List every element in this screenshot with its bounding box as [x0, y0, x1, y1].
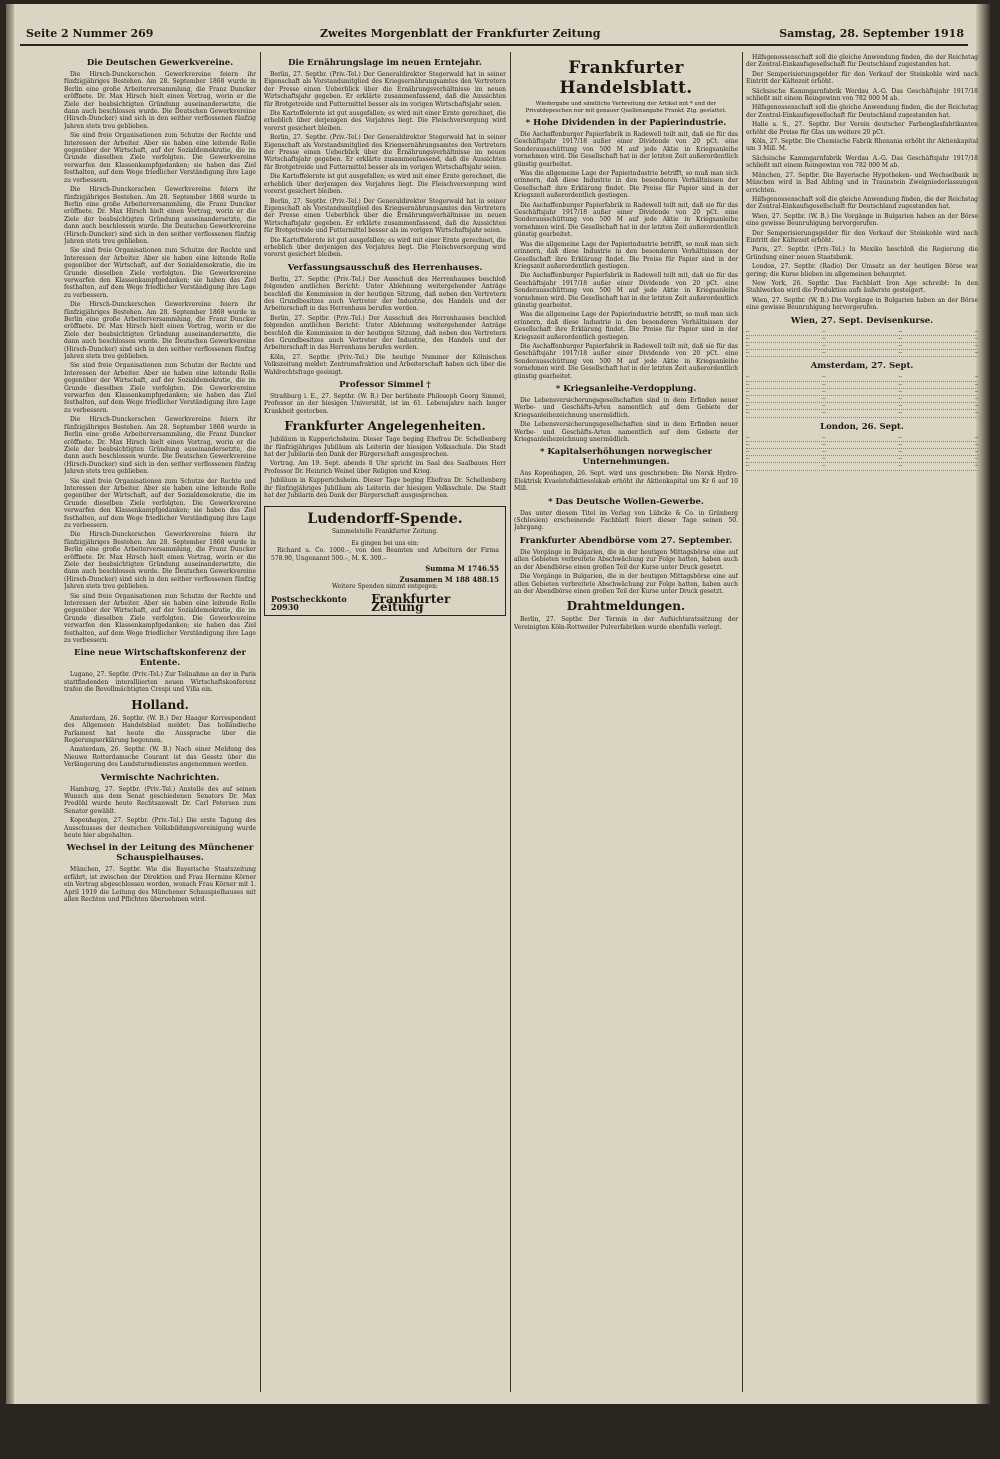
headline: Vermischte Nachrichten. — [100, 772, 220, 783]
paragraph: Was die allgemeine Lage der Papierindustrie betrifft, so muß man sich erinnern, daß diese Industrie in den besonderen Verhältnissen der Gesellschaft ihre Erklärung findet. Die Preise für Papier sind in der Kriegszeit außerordentlich gestiegen. — [514, 240, 738, 270]
paragraph: Was die allgemeine Lage der Papierindustrie betrifft, so muß man sich erinnern, daß diese Industrie in den besonderen Verhältnissen der Gesellschaft ihre Erklärung findet. Die Preise für Papier sind in der Kriegszeit außerordentlich gestiegen. — [514, 311, 738, 341]
paragraph: Sächsische Kammgarnfabrik Werdau A.-G. Das Geschäftsjahr 1917/18 schließt mit einem Reingewinn von 782 000 M ab. — [746, 87, 978, 103]
table-heading: Wien, 27. Sept. Devisenkurse. — [790, 315, 934, 326]
section-note: Wiedergabe und sämtliche Verbreitung der Artikel mit * und der Privatdepeschen nur mit genauer Quellenangabe Frankf. Ztg. gestattet. — [525, 101, 727, 114]
paragraph: Köln, 27. Septbr. Die Chemische Fabrik Rhenania erhöht ihr Aktienkapital um 3 Mill. M. — [746, 138, 978, 153]
paragraph: Die Lebensversicherungsgesellschaften sind in dem Erfinden neuer Werbe- und Geschäfts-Arten namentlich auf dem Gebiete der Kriegsanleihezeichnung unermüdlich. — [514, 397, 738, 419]
paragraph: Sie sind freie Organisationen zum Schutze der Rechte und Interessen der Arbeiter. Aber sie haben eine leitende Rolle gegenüber der Wirtschaft, auf der Sozialdemokratie, die im Grunde dieselben Ziele verfolgten. Die Gewerkvereine verwarfen den Klassenkampfgedanken; sie haben das Ziel festhalten, auf dem Wege friedlicher Verständigung ihre Lage zu verbessern. — [64, 247, 256, 299]
headline: Frankfurter Angelegenheiten. — [284, 419, 486, 434]
paragraph: Hilfsgenossenschaft soll die gleiche Anwendung finden, die der Reichstag der Zentral-Einkaufsgesellschaft für Deutschland zugestanden hat. — [746, 195, 978, 211]
paragraph: Berlin, 27. Septbr. Der Termin in der Aufsichtsratssitzung der Vereinigten Köln-Rottweiler Pulverfabriken wurde ebenfalls verlegt. — [514, 616, 738, 631]
paragraph: Berlin, 27. Septbr. (Priv.-Tel.) Der Ausschuß des Herrenhauses beschloß folgenden amtlichen Bericht: Unter Ablehnung weitergehender Anträge beschloß die Kommission in der heutigen Sitzung, daß neben den Vertretern des Grundbesitzes auch Vertreter der Industrie, des Handels und der Arbeiterschaft in das Herrenhaus berufen werden. — [264, 275, 506, 313]
scan-bottom-margin — [6, 1404, 990, 1452]
column-rule — [260, 52, 261, 1392]
column-4 — [746, 54, 978, 1392]
paragraph: Die Hirsch-Dunckerschen Gewerkvereine feiern ihr fünfzigjähriges Bestehen. Am 28. September 1868 wurde in Berlin eine große Arbeiterversammlung, die Franz Duncker eröffnete. Dr. Max Hirsch hielt einen Vortrag, worin er die Ziele der beabsichtigten Gründung auseinandersetzte, die dann auch beschlossen wurde. Die Deutschen Gewerkvereine (Hirsch-Duncker) sind sich in den seither verflossenen fünfzig Jahren stets treu geblieben. — [64, 531, 256, 591]
paragraph: Jubiläum in Kupperichsheim. Dieser Tage beging Ehefrau Dr. Schellenberg ihr fünfzigjähriges Jubiläum als Leiterin der hiesigen Volksschule. Die Stadt hat der Jubilarin den Dank der Bürgerschaft ausgesprochen. — [264, 477, 506, 500]
paragraph: Sie sind freie Organisationen zum Schutze der Rechte und Interessen der Arbeiter. Aber sie haben eine leitende Rolle gegenüber der Wirtschaft, auf der Sozialdemokratie, die im Grunde dieselben Ziele verfolgten. Die Gewerkvereine verwarfen den Klassenkampfgedanken; sie haben das Ziel festhalten, auf dem Wege friedlicher Verständigung ihre Lage zu verbessern. — [64, 477, 256, 529]
paragraph: Sächsische Kammgarnfabrik Werdau A.-G. Das Geschäftsjahr 1917/18 schließt mit einem Reingewinn von 782 000 M ab. — [746, 154, 978, 170]
paragraph: London, 27. Septbr. (Radio) Der Umsatz an der heutigen Börse war gering; die Kurse blieben im allgemeinen behauptet. — [746, 263, 978, 278]
column-3 — [514, 54, 738, 1392]
paragraph: Berlin, 27. Septbr. (Priv.-Tel.) Der Generaldirektor Stegerwald hat in seiner Eigenschaft als Vorstandsmitglied des Kriegsernährungsamtes den Vertretern der Presse einen Ueberblick über die Ernährungsverhältnisse im neuen Wirtschaftsjahr gegeben. Er erklärte zusammenfassend, daß die Aussichten für Brotgetreide und Futtermittel besser als im vorigen Wirtschaftsjahr seien. — [264, 197, 506, 235]
headline: * Hohe Dividenden in der Papierindustrie. — [525, 118, 727, 128]
paragraph: Die Hirsch-Dunckerschen Gewerkvereine feiern ihr fünfzigjähriges Bestehen. Am 28. September 1868 wurde in Berlin eine große Arbeiterversammlung, die Franz Duncker eröffnete. Dr. Max Hirsch hielt einen Vortrag, worin er die Ziele der beabsichtigten Gründung auseinandersetzte, die dann auch beschlossen wurde. Die Deutschen Gewerkvereine (Hirsch-Duncker) sind sich in den seither verflossenen fünfzig Jahren stets treu geblieben. — [64, 301, 256, 361]
paragraph: Die Hirsch-Dunckerschen Gewerkvereine feiern ihr fünfzigjähriges Bestehen. Am 28. September 1868 wurde in Berlin eine große Arbeiterversammlung, die Franz Duncker eröffnete. Dr. Max Hirsch hielt einen Vortrag, worin er die Ziele der beabsichtigten Gründung auseinandersetzte, die dann auch beschlossen wurde. Die Deutschen Gewerkvereine (Hirsch-Duncker) sind sich in den seither verflossenen fünfzig Jahren stets treu geblieben. — [64, 416, 256, 476]
column-rule — [742, 52, 743, 1392]
paragraph: Hilfsgenossenschaft soll die gleiche Anwendung finden, die der Reichstag der Zentral-Einkaufsgesellschaft für Deutschland zugestanden hat. — [746, 54, 978, 69]
paragraph: Vortrag. Am 19. Sept. abends 8 Uhr spricht im Saal des Saalbaues Herr Professor Dr. Heinrich Weinel über Religion und Krieg. — [264, 460, 506, 475]
column-2 — [264, 54, 506, 1392]
table-heading: London, 26. Sept. — [820, 421, 904, 432]
paragraph: Die Kartoffelernte ist gut ausgefallen; es wird mit einer Ernte gerechnet, die erheblich über derjenigen des Vorjahres liegt. Die Fleischversorgung wird vorerst gesichert bleiben. — [264, 236, 506, 259]
spende-account: Postscheckkonto 20930 — [271, 594, 347, 612]
spende-paper: Frankfurter Zeitung — [371, 592, 451, 614]
paragraph: Wien, 27. Septbr. (W. B.) Die Vorgänge in Bulgarien haben an der Börse eine gewisse Beunruhigung hervorgerufen. — [746, 296, 978, 312]
page-edge — [976, 4, 990, 1452]
paragraph: Amsterdam, 26. Septbr. (W. B.) Nach einer Meldung des Nieuwe Rotterdamsche Courant ist das Gesetz über die Verlängerung des Landsturmdienstes angenommen worden. — [64, 746, 256, 769]
paragraph: Köln, 27. Septbr. (Priv.-Tel.) Die heutige Nummer der Kölnischen Volkszeitung meldet: Zentrumsfraktion und Arbeiterschaft haben sich über die Wahlrechtsfrage geeinigt. — [264, 353, 506, 376]
paragraph: Paris, 27. Septbr. (Priv.-Tel.) In Mexiko beschloß die Regierung die Gründung einer neuen Staatsbank. — [746, 246, 978, 261]
paragraph: Die Aschaffenburger Papierfabrik in Radewell teilt mit, daß sie für das Geschäftsjahr 1917/18 außer einer Dividende von 20 pCt. eine Sonderausschüttung von 500 M auf jede Aktie in Kriegsanleihe vornehmen wird. Die Gesellschaft hat in der letzten Zeit außerordentlich günstig gearbeitet. — [514, 131, 738, 168]
paragraph: Wien, 27. Septbr. (W. B.) Die Vorgänge in Bulgarien haben an der Börse eine gewisse Beunruhigung hervorgerufen. — [746, 212, 978, 228]
paragraph: Berlin, 27. Septbr. (Priv.-Tel.) Der Generaldirektor Stegerwald hat in seiner Eigenschaft als Vorstandsmitglied des Kriegsernährungsamtes den Vertretern der Presse einen Ueberblick über die Ernährungsverhältnisse im neuen Wirtschaftsjahr gegeben. Er erklärte zusammenfassend, daß die Aussichten für Brotgetreide und Futtermittel besser als im vorigen Wirtschaftsjahr seien. — [264, 134, 506, 171]
paragraph: Straßburg i. E., 27. Septbr. (W. B.) Der berühmte Philosoph Georg Simmel, Professor an der hiesigen Universität, ist im 61. Lebensjahre nach langer Krankheit gestorben. — [264, 393, 506, 415]
headline: * Das Deutsche Wollen-Gewerbe. — [548, 496, 704, 507]
headline: Die Ernährungslage im neuen Erntejahr. — [288, 58, 482, 68]
spende-sum: Summa M 1746.55 — [425, 564, 499, 574]
paragraph: Lugano, 27. Septbr. (Priv.-Tel.) Zur Teilnahme an der in Paris stattfindenden interalliierten neuen Wirtschaftskonferenz trafen die Bevollmächtigten Crespi und Villa ein. — [64, 671, 256, 694]
paragraph: Der Semperisierungsgelder für den Verkauf der Steinkohle wird nach Eintritt der Kältezeit erhöht. — [746, 229, 978, 244]
paragraph: Die Vorgänge in Bulgarien, die in der heutigen Mittagsbörse eine auf allen Gebieten verbreitete Abschwächung zur Folge hatten, haben auch an der Abendbörse einen großen Teil der Kurse unter Druck gesetzt. — [514, 548, 738, 571]
spende-title: Ludendorff-Spende. — [307, 510, 463, 527]
paragraph: Sie sind freie Organisationen zum Schutze der Rechte und Interessen der Arbeiter. Aber sie haben eine leitende Rolle gegenüber der Wirtschaft, auf der Sozialdemokratie, die im Grunde dieselben Ziele verfolgten. Die Gewerkvereine verwarfen den Klassenkampfgedanken; sie haben das Ziel festhalten, auf dem Wege friedlicher Verständigung ihre Lage zu verbessern. — [64, 362, 256, 414]
paragraph: Die Lebensversicherungsgesellschaften sind in dem Erfinden neuer Werbe- und Geschäfts-Arten namentlich auf dem Gebiete der Kriegsanleihezeichnung unermüdlich. — [514, 421, 738, 444]
column-1 — [64, 54, 256, 1392]
paragraph: Die Aschaffenburger Papierfabrik in Radewell teilt mit, daß sie für das Geschäftsjahr 1917/18 außer einer Dividende von 20 pCt. eine Sonderausschüttung von 500 M auf jede Aktie in Kriegsanleihe vornehmen wird. Die Gesellschaft hat in der letzten Zeit außerordentlich günstig gearbeitet. — [514, 342, 738, 380]
headline: Professor Simmel † — [339, 380, 431, 391]
paragraph: Was die allgemeine Lage der Papierindustrie betrifft, so muß man sich erinnern, daß diese Industrie in den besonderen Verhältnissen der Gesellschaft ihre Erklärung findet. Die Preise für Papier sind in der Kriegszeit außerordentlich gestiegen. — [514, 170, 738, 200]
spende-intro: Es gingen bei uns ein: — [351, 539, 419, 547]
paragraph: Die Kartoffelernte ist gut ausgefallen; es wird mit einer Ernte gerechnet, die erheblich über derjenigen des Vorjahres liegt. Die Fleischversorgung wird vorerst gesichert bleiben. — [264, 173, 506, 196]
header-left: Seite 2 Nummer 269 — [26, 27, 154, 40]
paragraph: Amsterdam, 26. Septbr. (W. B.) Der Haager Korrespondent des Allgemeen Handelsblad meldet: Das holländische Parlament hat heute die Aussprache über die Regierungserklärung begonnen. — [64, 714, 256, 744]
ludendorff-spende-box — [264, 506, 506, 617]
paragraph: München, 27. Septbr. Wie die Bayerische Staatszeitung erfährt, ist zwischen der Direktion und Frau Hermine Körner ein Vertrag abgeschlossen worden, wonach Frau Körner mit 1. April 1919 die Leitung des Münchener Schauspielhauses mit allen Rechten und Pflichten übernehmen wird. — [64, 866, 256, 903]
headline: Frankfurter Abendbörse vom 27. September. — [519, 535, 733, 546]
paragraph: Hamburg, 27. Septbr. (Priv.-Tel.) Anstelle des auf seinen Wunsch aus dem Senat geschiedenen Senators Dr. Max Predöhl wurde heute Rechtsanwalt Dr. Carl Petersen zum Senator gewählt. — [64, 785, 256, 815]
headline: Drahtmeldungen. — [566, 599, 686, 614]
header-middle: Zweites Morgenblatt der Frankfurter Zeitung — [320, 27, 601, 40]
paragraph: Die Aschaffenburger Papierfabrik in Radewell teilt mit, daß sie für das Geschäftsjahr 1917/18 außer einer Dividende von 20 pCt. eine Sonderausschüttung von 500 M auf jede Aktie in Kriegsanleihe vornehmen wird. Die Gesellschaft hat in der letzten Zeit außerordentlich günstig gearbeitet. — [514, 272, 738, 309]
paragraph: Aus Kopenhagen, 26. Sept. wird uns geschrieben: Die Norsk Hydro-Elektrisk Kvaelstofaktieselskab erhöht ihr Aktienkapital um Kr 6 auf 10 Mill. — [514, 470, 738, 493]
spende-more: Weitere Spenden nimmt entgegen: — [332, 582, 438, 590]
column-rule — [510, 52, 511, 1392]
headline: * Kapitalserhöhungen norwegischer Unternehmungen. — [540, 447, 712, 468]
headline: Holland. — [131, 697, 189, 712]
paragraph: Die Aschaffenburger Papierfabrik in Radewell teilt mit, daß sie für das Geschäftsjahr 1917/18 außer einer Dividende von 20 pCt. eine Sonderausschüttung von 500 M auf jede Aktie in Kriegsanleihe vornehmen wird. Die Gesellschaft hat in der letzten Zeit außerordentlich günstig gearbeitet. — [514, 201, 738, 239]
paragraph: Jubiläum in Kupperichsheim. Dieser Tage beging Ehefrau Dr. Schellenberg ihr fünfzigjähriges Jubiläum als Leiterin der hiesigen Volksschule. Die Stadt hat der Jubilarin den Dank der Bürgerschaft ausgesprochen. — [264, 436, 506, 459]
paragraph: Der Semperisierungsgelder für den Verkauf der Steinkohle wird nach Eintritt der Kältezeit erhöht. — [746, 70, 978, 86]
headline: * Kriegsanleihe-Verdopplung. — [555, 384, 697, 394]
headline: Die Deutschen Gewerkvereine. — [86, 58, 234, 68]
paragraph: Sie sind freie Organisationen zum Schutze der Rechte und Interessen der Arbeiter. Aber sie haben eine leitende Rolle gegenüber der Wirtschaft, auf der Sozialdemokratie, die im Grunde dieselben Ziele verfolgten. Die Gewerkvereine verwarfen den Klassenkampfgedanken; sie haben das Ziel festhalten, auf dem Wege friedlicher Verständigung ihre Lage zu verbessern. — [64, 592, 256, 645]
rate-table: — — — — — — — — — — — — — — — — — — — — — — — — — [746, 374, 978, 417]
paragraph: Halle a. S., 27. Septbr. Der Verein deutscher Farbenglasfabrikanten erhöht die Preise für Glas um weitere 20 pCt. — [746, 121, 978, 136]
rate-table: — — — — — — — — — — — — — — — — — [746, 328, 978, 357]
header-right: Samstag, 28. September 1918 — [779, 27, 964, 40]
table-heading: Amsterdam, 27. Sept. — [810, 361, 914, 372]
section-title: Frankfurter Handelsblatt. — [559, 58, 693, 98]
page-spine — [6, 4, 14, 1452]
spende-total: Zusammen M 188 488.15 — [399, 574, 499, 584]
paragraph: Die Vorgänge in Bulgarien, die in der heutigen Mittagsbörse eine auf allen Gebieten verbreitete Abschwächung zur Folge hatten, haben auch an der Abendbörse einen großen Teil der Kurse unter Druck gesetzt. — [514, 573, 738, 595]
paragraph: Kopenhagen, 27. Septbr. (Priv.-Tel.) Die erste Tagung des Ausschusses der deutschen Volksbildungsvereinigung wurde heute hier abgehalten. — [64, 817, 256, 839]
paragraph: Sie sind freie Organisationen zum Schutze der Rechte und Interessen der Arbeiter. Aber sie haben eine leitende Rolle gegenüber der Wirtschaft, auf der Sozialdemokratie, die im Grunde dieselben Ziele verfolgten. Die Gewerkvereine verwarfen den Klassenkampfgedanken; sie haben das Ziel festhalten, auf dem Wege friedlicher Verständigung ihre Lage zu verbessern. — [64, 132, 256, 184]
headline: Eine neue Wirtschaftskonferenz der Entente. — [74, 648, 246, 669]
paragraph: Die Hirsch-Dunckerschen Gewerkvereine feiern ihr fünfzigjähriges Bestehen. Am 28. September 1868 wurde in Berlin eine große Arbeiterversammlung, die Franz Duncker eröffnete. Dr. Max Hirsch hielt einen Vortrag, worin er die Ziele der beabsichtigten Gründung auseinandersetzte, die dann auch beschlossen wurde. Die Deutschen Gewerkvereine (Hirsch-Duncker) sind sich in den seither verflossenen fünfzig Jahren stets treu geblieben. — [64, 71, 256, 130]
paragraph: Berlin, 27. Septbr. (Priv.-Tel.) Der Ausschuß des Herrenhauses beschloß folgenden amtlichen Bericht: Unter Ablehnung weitergehender Anträge beschloß die Kommission in der heutigen Sitzung, daß neben den Vertretern des Grundbesitzes auch Vertreter der Industrie, des Handels und der Arbeiterschaft in das Herrenhaus berufen werden. — [264, 314, 506, 352]
paragraph: Hilfsgenossenschaft soll die gleiche Anwendung finden, die der Reichstag der Zentral-Einkaufsgesellschaft für Deutschland zugestanden hat. — [746, 104, 978, 119]
spende-subtitle: Sammelstelle Frankfurter Zeitung. — [331, 527, 439, 535]
paragraph: Das unter diesem Titel im Verlag von Lübcke & Co. in Grünberg (Schlesien) erscheinende Fachblatt feiert dieser Tage seinen 50. Jahrgang. — [514, 509, 738, 532]
paragraph: Die Hirsch-Dunckerschen Gewerkvereine feiern ihr fünfzigjähriges Bestehen. Am 28. September 1868 wurde in Berlin eine große Arbeiterversammlung, die Franz Duncker eröffnete. Dr. Max Hirsch hielt einen Vortrag, worin er die Ziele der beabsichtigten Gründung auseinandersetzte, die dann auch beschlossen wurde. Die Deutschen Gewerkvereine (Hirsch-Duncker) sind sich in den seither verflossenen fünfzig Jahren stets treu geblieben. — [64, 186, 256, 245]
paragraph: Die Kartoffelernte ist gut ausgefallen; es wird mit einer Ernte gerechnet, die erheblich über derjenigen des Vorjahres liegt. Die Fleischversorgung wird vorerst gesichert bleiben. — [264, 110, 506, 132]
paragraph: Berlin, 27. Septbr. (Priv.-Tel.) Der Generaldirektor Stegerwald hat in seiner Eigenschaft als Vorstandsmitglied des Kriegsernährungsamtes den Vertretern der Presse einen Ueberblick über die Ernährungsverhältnisse im neuen Wirtschaftsjahr gegeben. Er erklärte zusammenfassend, daß die Aussichten für Brotgetreide und Futtermittel besser als im vorigen Wirtschaftsjahr seien. — [264, 71, 506, 108]
rate-table: — — — — — — — — — — — — — — — — — — — — — [746, 434, 978, 470]
page-header — [20, 24, 968, 46]
newspaper-page — [6, 4, 990, 1452]
paragraph: New York, 26. Septbr. Das Fachblatt Iron Age schreibt: In den Stahlwerken wird die Produktion aufs äußerste gesteigert. — [746, 279, 978, 295]
headline: Verfassungsausschuß des Herrenhauses. — [287, 262, 483, 273]
spende-donors: Richard u. Co. 1000.–, von den Beamten und Arbeitern der Firma 578.90, Ungenannt 500.–, M. K. 300.– — [271, 547, 499, 562]
paragraph: München, 27. Septbr. Die Bayerische Hypotheken- und Wechselbank in München wird in Bad Aibling und in Traunstein Zweigniederlassungen errichten. — [746, 171, 978, 194]
headline: Wechsel in der Leitung des Münchener Schauspielhauses. — [66, 843, 254, 864]
